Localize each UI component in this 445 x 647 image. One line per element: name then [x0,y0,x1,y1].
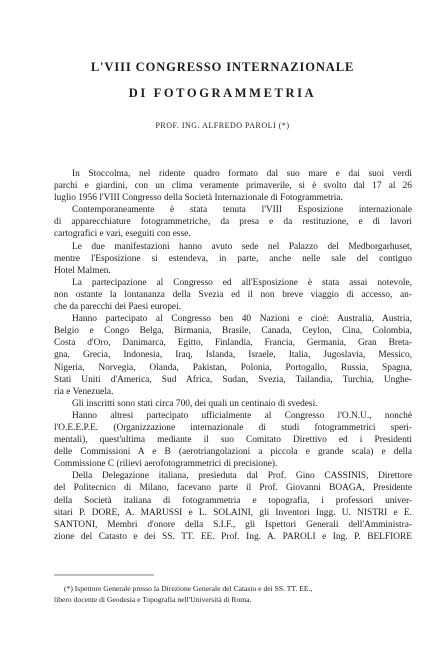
body-line: che da parecchi dei Paesi europei. [54,302,182,313]
body-line: Belgio e Congo Belga, Birmania, Brasile, Canada, Ceylon, Cina, Colombia, [54,326,412,337]
body-line: Nigeria, Norvegia, Olanda, Pakistan, Polonia, Portogallo, Russia, Spagna, [54,362,412,373]
body-line: Stati Uniti d'America, Sud Africa, Sudan, Svezia, Tailandia, Turchia, Unghe- [54,374,412,385]
body-line: SANTONI, Membri d'onore della S.I.F., gli Ispettori Generali dell'Amministra- [54,519,412,530]
body-line: mentali), quest'ultima mediante il suo Comitato Direttivo ed i Presidenti [54,435,412,446]
body-line: Hanno partecipato al Congresso ben 40 Nazioni e cioè: Australia, Austria, [72,314,412,325]
body-line: zione del Catasto e dei SS. TT. EE. Prof. Ing. A. PAROLI e Ing. P. BELFIORE [54,531,412,542]
body-line: Contemporaneamente è stata tenuta l'VIII Esposizione internazionale [72,205,412,216]
body-line: Costa d'Oro, Danimarca, Egitto, Finlandia, Francia, Germania, Gran Breta- [54,338,412,349]
article-title-line-1: L'VIII CONGRESSO INTERNAZIONALE [90,60,355,74]
body-line: luglio 1956 l'VIII Congresso della Società Internazionale di Fotogrammetria. [54,193,343,204]
body-line: l'O.E.E.P.E. (Organizzazione internazionale di studi fotogrammetrici speri- [54,422,412,433]
body-line: sitari P. DORE, A. MARUSSI e L. SOLAINI, gli Inventori Ingg. U. NISTRI e E. [54,507,412,518]
footnote-divider [54,574,412,576]
body-line: delle Commissioni A e B (aerotriangolazioni a piccola e grande scala) e della [54,447,412,458]
article-title-line-2: DI FOTOGRAMMETRIA [128,86,317,100]
body-line: non ostante la lontananza della Svezia ed il non breve viaggio di accesso, an- [54,289,412,300]
author-byline: PROF. ING. ALFREDO PAROLI (*) [155,121,290,130]
footnote-line: libero docente di Geodesia e Topografia nell'Università di Roma. [54,594,252,604]
body-line: ria e Venezuela. [54,386,114,397]
body-line: del Politecnico di Milano, facevano parte il Prof. Giovanni BOAGA, Presidente [54,483,412,494]
body-line: mentre l'Esposizione si estendeva, in parte, anche nelle sale del contiguo [54,253,412,264]
body-line: cartografici e vari, eseguiti con esse. [54,229,191,240]
body-line: di apparecchiature fotogrammetriche, da presa e da restituzione, e di lavori [54,217,412,228]
body-line: Le due manifestazioni hanno avuto sede nel Palazzo del Medborgarhuset, [72,241,412,252]
body-line: In Stoccolma, nel ridente quadro formato dal suo mare e dai suoi verdi [72,169,412,179]
body-line: parchi e giardini, con un clima veramente primaverile, si è svolto dal 17 al 26 [54,181,412,192]
body-line: Gli inscritti sono stati circa 700, dei quali un centinaio di svedesi. [72,398,318,409]
body-line: gna, Grecia, Indonesia, Iraq, Islanda, Israele, Italia, Jugoslavia, Messico, [54,350,412,361]
article-body [54,168,412,543]
footnote [54,584,412,605]
footnote-line: (*) Ispettore Generale presso la Direzione Generale del Catasto e dei SS. TT. EE., [64,584,313,593]
body-line: Hotel Malmen. [54,265,111,276]
body-line: Hanno altresì partecipato ufficialmente al Congresso l'O.N.U., nonché [72,410,412,421]
body-line: La partecipazione al Congresso ed all'Esposizione è stata assai notevole, [72,277,412,288]
body-line: Commissione C (rilievi aerofotogrammetrici di precisione). [54,459,278,470]
body-line: della Società italiana di fotogrammetria e topografia, i professori univer- [54,495,412,506]
body-line: Della Delegazione italiana, presieduta dal Prof. Gino CASSINIS, Direttore [72,471,412,482]
